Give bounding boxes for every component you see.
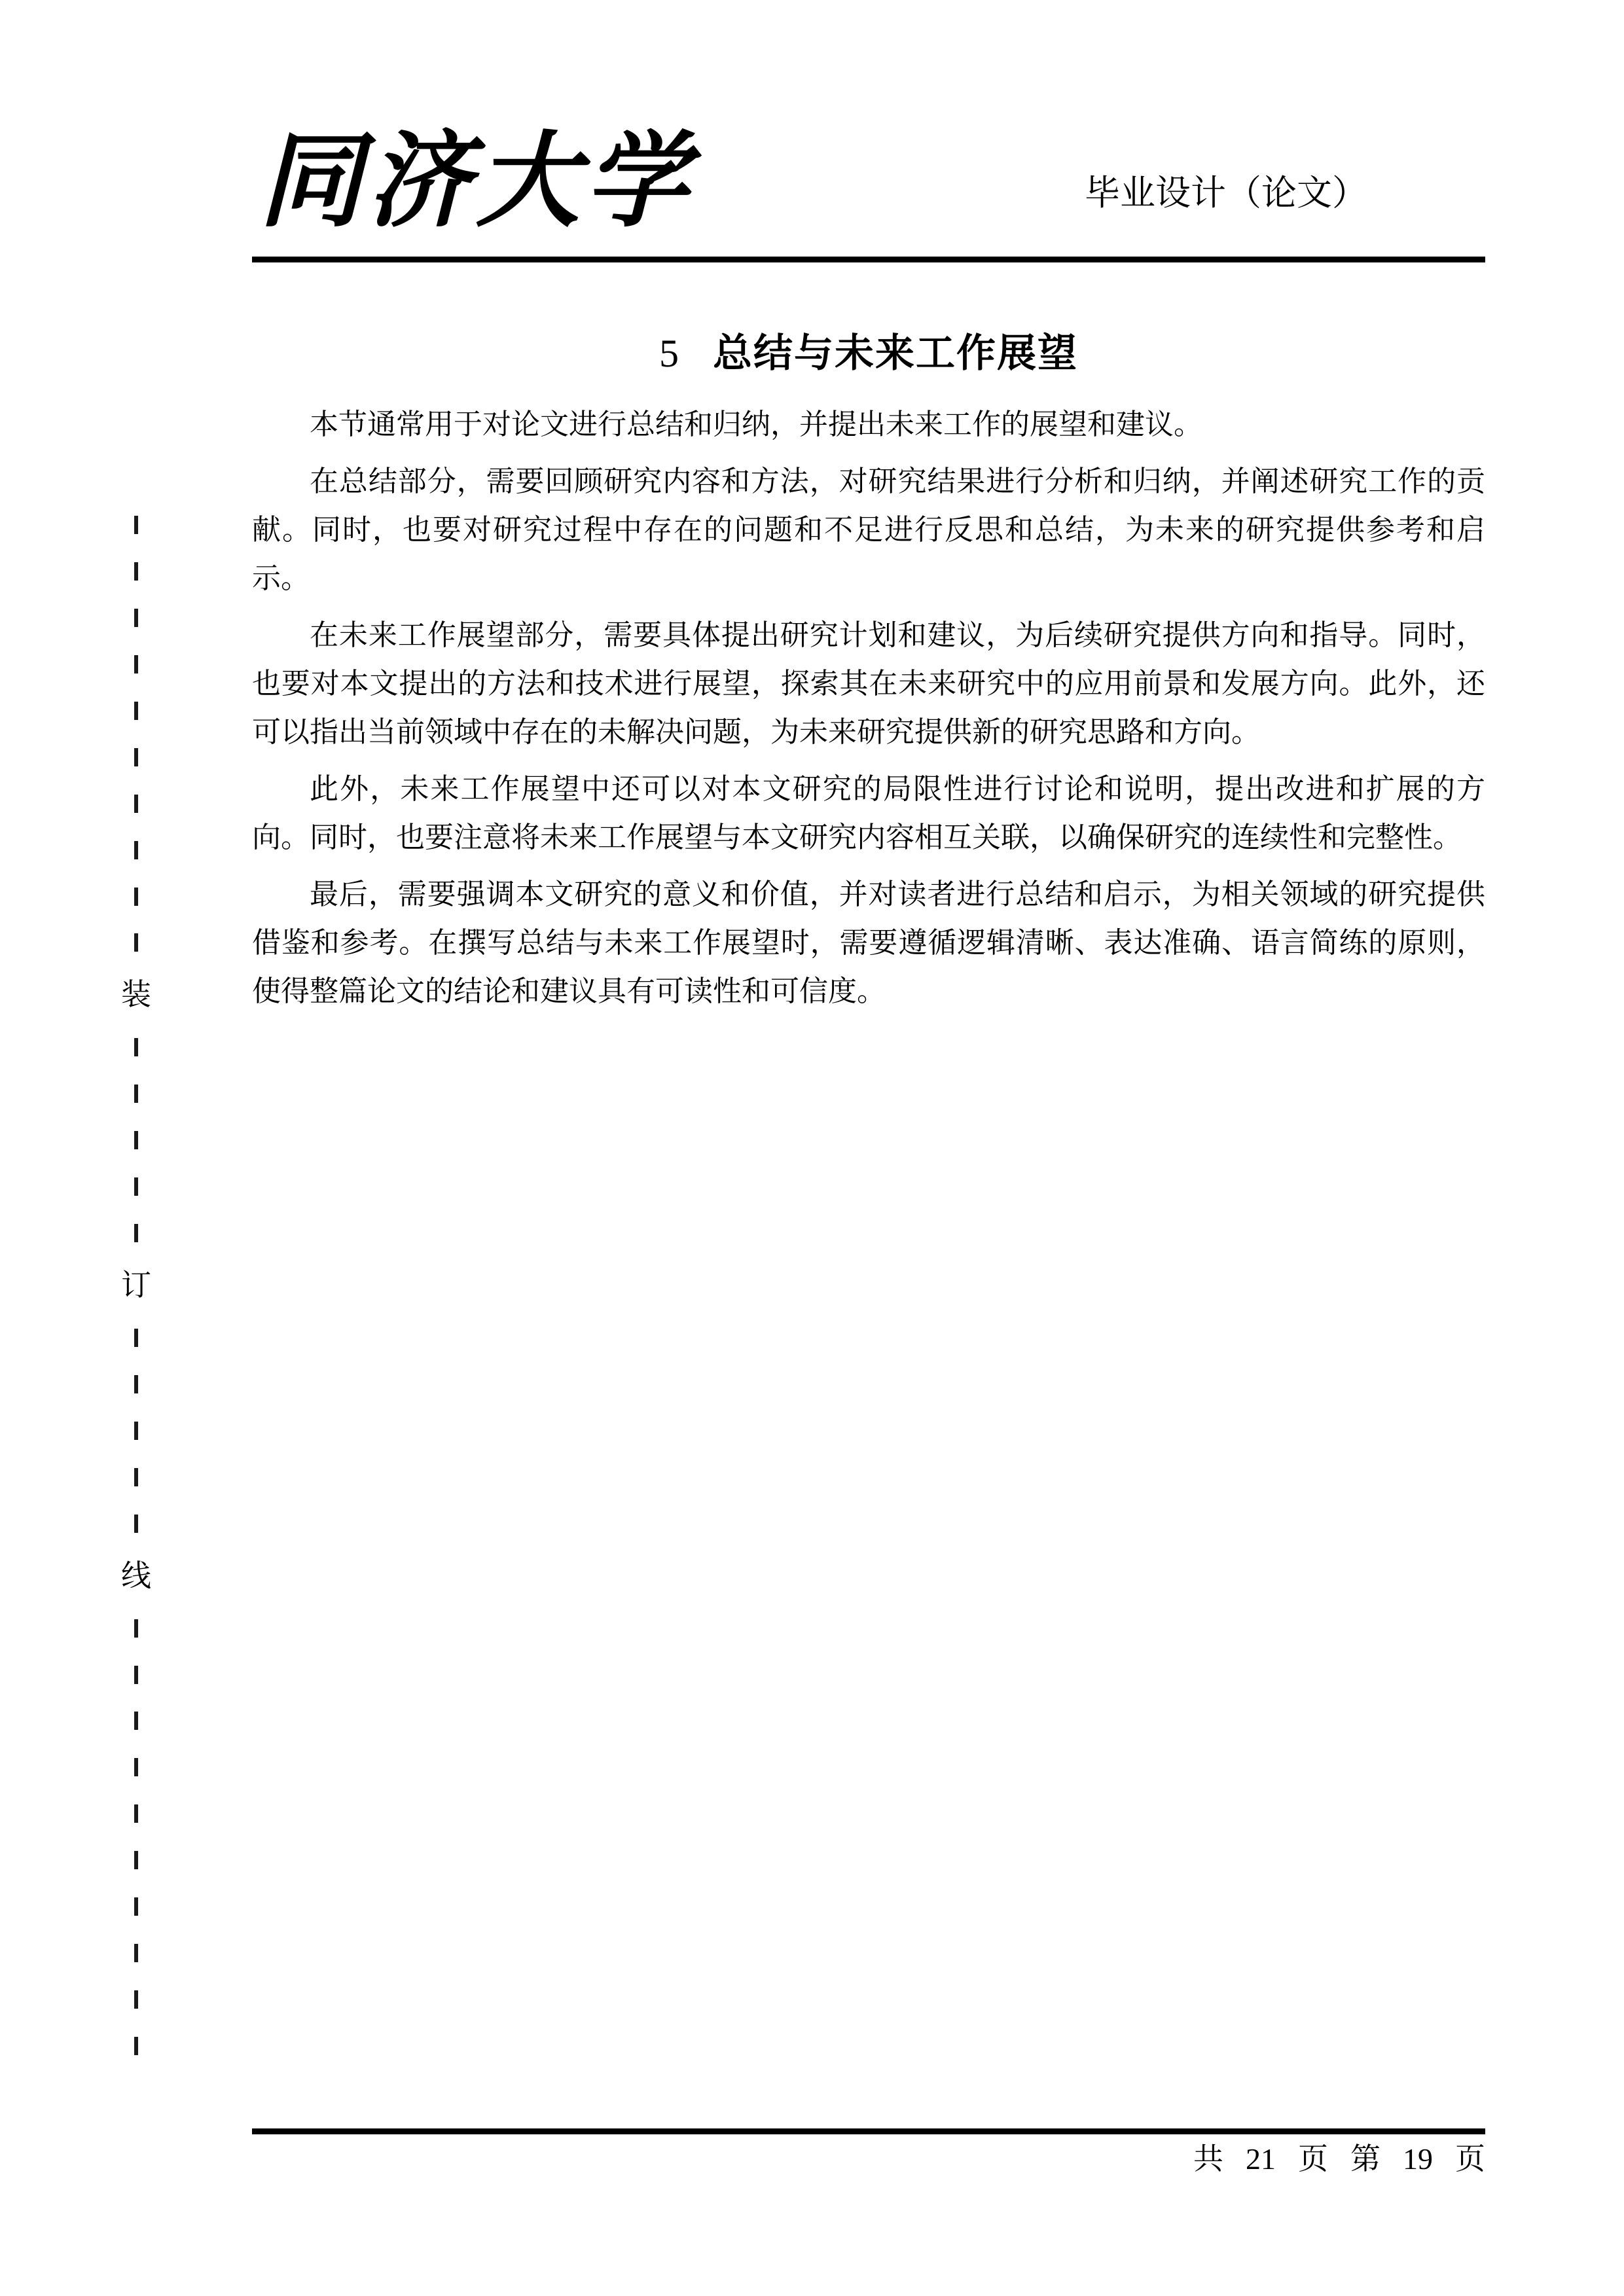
binding-dash [134,516,138,534]
doc-type-label: 毕业设计（论文） [1085,173,1367,213]
binding-dash [134,609,138,627]
binding-marks-strip [110,516,162,2055]
binding-dash [134,1329,138,1347]
binding-dash [134,795,138,813]
tongji-university-logo: 同济大学 [259,125,693,240]
binding-dash [134,1177,138,1196]
binding-dash [134,2037,138,2055]
binding-dash [134,933,138,952]
pagination-total-count: 21 [1246,2142,1276,2176]
binding-dash [134,1224,138,1242]
page-header [252,111,1485,259]
binding-dash [134,1666,138,1684]
paragraph: 在总结部分，需要回顾研究内容和方法，对研究结果进行分析和归纳，并阐述研究工作的贡献。同时，也要对研究过程中存在的问题和不足进行反思和总结，为未来的研究提供参考和启示。 [252,465,1485,594]
binding-dash [134,562,138,581]
binding-dash [134,1758,138,1776]
footer-rule [252,2128,1485,2134]
pagination-total-unit: 页 [1298,2142,1328,2176]
footer-pagination [1193,2144,1485,2174]
binding-dash [134,1468,138,1486]
binding-dash [134,1515,138,1533]
pagination-total-label: 共 [1193,2142,1223,2176]
binding-mark-zhuang: 装 [121,978,151,1012]
binding-dash [134,748,138,766]
binding-dash [134,1422,138,1440]
body-text [252,401,1485,1024]
pagination-current-unit: 页 [1455,2142,1485,2176]
paragraph: 最后，需要强调本文研究的意义和价值，并对读者进行总结和启示，为相关领域的研究提供借鉴和参考。在撰写总结与未来工作展望时，需要遵循逻辑清晰、表达准确、语言简练的原则，使得整篇论文的结论和建议具有可读性和可信度。 [252,878,1485,1007]
paragraph: 本节通常用于对论文进行总结和归纳，并提出未来工作的展望和建议。 [310,408,1202,440]
header-rule [252,257,1485,262]
pagination-current-label: 第 [1350,2142,1380,2176]
binding-dash [134,1131,138,1149]
binding-dash [134,702,138,720]
binding-mark-xian: 线 [121,1558,151,1592]
binding-dash [134,1990,138,2009]
page-content [252,0,1485,2296]
binding-mark-ding: 订 [121,1268,151,1302]
section-number: 5 [659,332,679,375]
binding-dash [134,1804,138,1823]
binding-dash [134,1085,138,1103]
binding-dash [134,1375,138,1393]
binding-dash [134,1712,138,1730]
binding-dash [134,1897,138,1916]
section-title [252,322,1485,378]
pagination-current-number: 19 [1403,2142,1433,2176]
binding-dash [134,1944,138,1962]
binding-dash [134,841,138,859]
paragraph: 此外，未来工作展望中还可以对本文研究的局限性进行讨论和说明，提出改进和扩展的方向。同时，也要注意将未来工作展望与本文研究内容相互关联，以确保研究的连续性和完整性。 [252,773,1485,853]
binding-dash [134,1038,138,1056]
binding-dash [134,888,138,906]
binding-dash [134,655,138,673]
paragraph: 在未来工作展望部分，需要具体提出研究计划和建议，为后续研究提供方向和指导。同时，也要对本文提出的方法和技术进行展望，探索其在未来研究中的应用前景和发展方向。此外，还可以指出当前领域中存在的未解决问题，为未来研究提供新的研究思路和方向。 [252,619,1485,748]
binding-dash [134,1619,138,1638]
binding-dash [134,1851,138,1869]
section-title-text: 总结与未来工作展望 [713,331,1078,375]
